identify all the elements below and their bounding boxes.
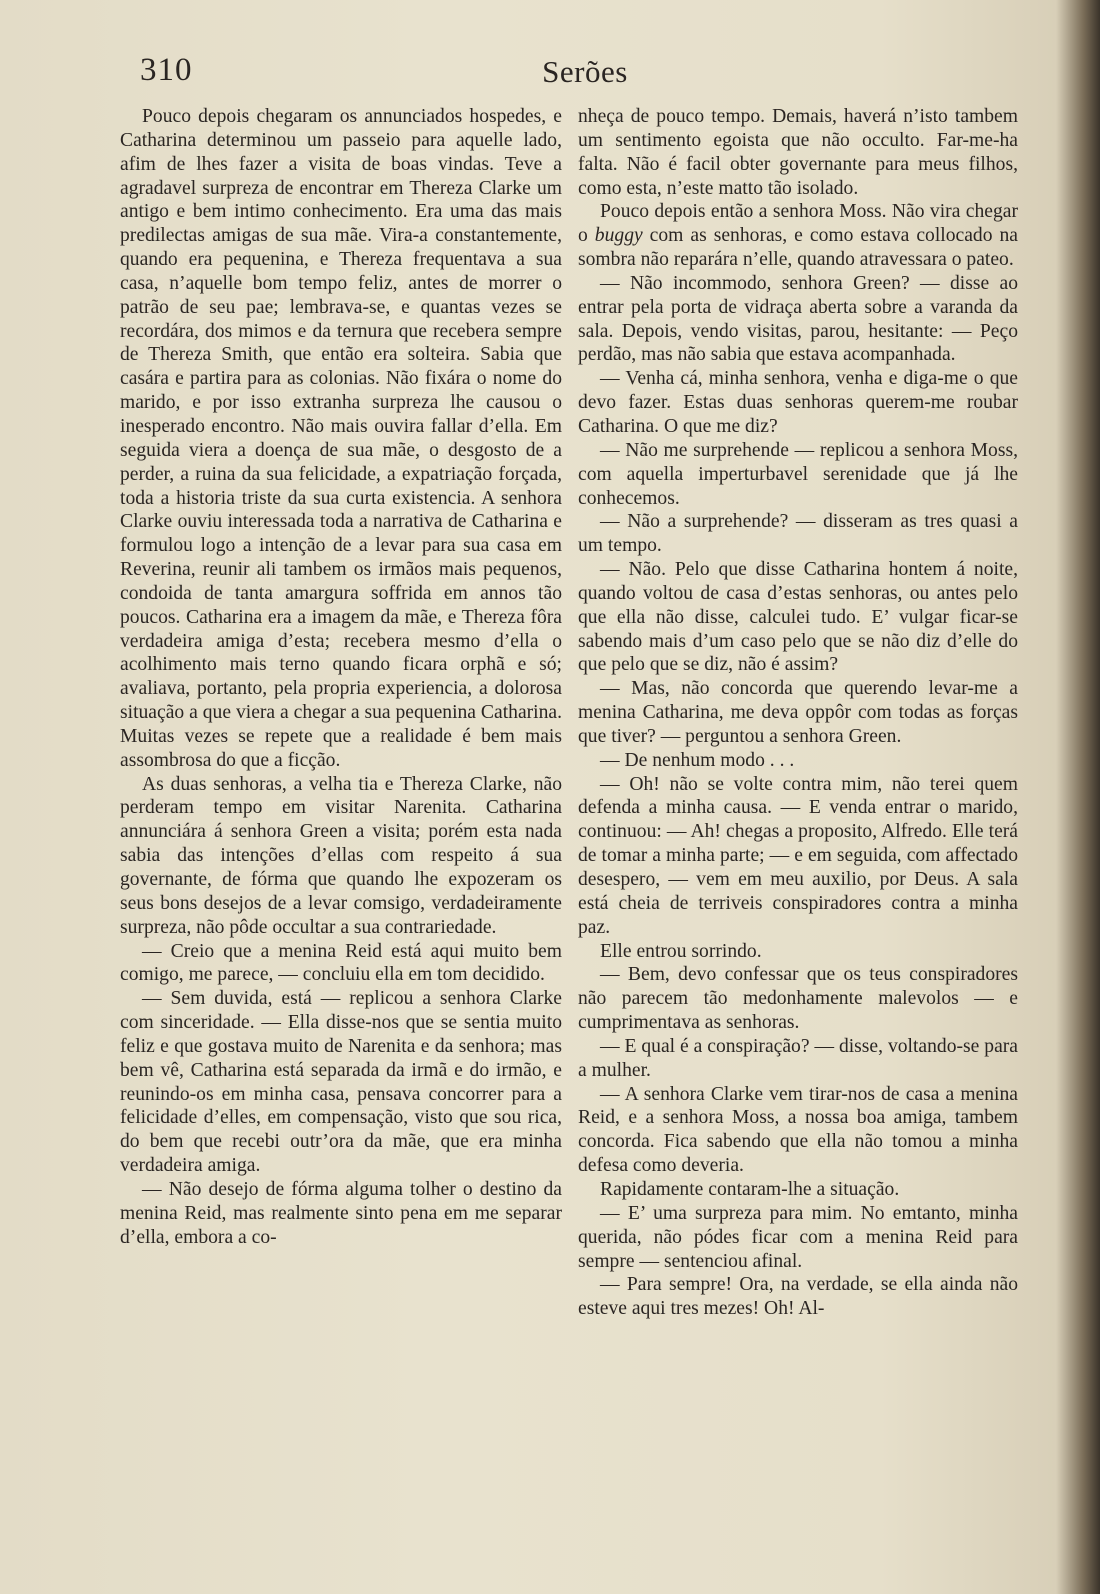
paragraph: — E’ uma surpreza para mim. No emtanto, minha querida, não pódes ficar com a menina Reid para sempre — sentenciou afinal. [578,1202,1018,1272]
paragraph: — Não me surprehende — replicou a senhora Moss, com aquella imperturbavel serenidade que já lhe conhecemos. [578,439,1018,509]
paragraph: — Para sempre! Ora, na verdade, se ella ainda não esteve aqui tres mezes! Oh! Al- [578,1274,1018,1320]
paragraph: — De nenhum modo . . . [600,749,795,771]
page-number: 310 [140,52,193,88]
paragraph: — Bem, devo confessar que os teus conspiradores não parecem tão medonhamente malevolos — e cumprimentava as senhoras. [578,964,1018,1034]
paragraph: — Mas, não concorda que querendo levar-me a menina Catharina, me deva oppôr com todas as forças que tiver? — perguntou a senhora Green. [578,678,1018,747]
running-title: Serões [542,54,628,89]
paragraph: — A senhora Clarke vem tirar-nos de casa a menina Reid, e a senhora Moss, a nossa boa amiga, tambem concorda. Fica sabendo que ella não tomou a minha defesa como deveria. [578,1083,1018,1177]
paragraph: — Creio que a menina Reid está aqui muito bem comigo, me parece, — concluiu ella em tom decidido. [120,940,562,986]
paragraph: Rapidamente contaram-lhe a situação. [600,1178,900,1200]
paragraph: — Não a surprehende? — disseram as tres quasi a um tempo. [578,511,1018,557]
paragraph: Pouco depois então a senhora Moss. Não vira chegar o buggy com as senhoras, e como estava collocado na sombra não reparára n’elle, quando atravessara o pateo. [578,201,1018,271]
italic-word: buggy [594,225,643,247]
paragraph: — Não desejo de fórma alguma tolher o destino da menina Reid, mas realmente sinto pena em me separar d’ella, embora a co- [120,1178,562,1248]
paragraph: — Oh! não se volte contra mim, não terei quem defenda a minha causa. — E venda entrar o marido, continuou: — Ah! chegas a proposito, Alfredo. Elle terá de tomar a minha parte; — e em seguida, com affectado desespero, — vem em meu auxilio, por Deus. A sala está cheia de terriveis conspiradores contra a minha paz. [578,773,1018,938]
paragraph: — Não incommodo, senhora Green? — disse ao entrar pela porta de vidraça aberta sobre a varanda da sala. Depois, vendo visitas, parou, hesitante: — Peço perdão, mas não sabia que estava acompanhada. [578,272,1018,366]
paragraph: — Venha cá, minha senhora, venha e diga-me o que devo fazer. Estas duas senhoras querem-me roubar Catharina. O que me diz? [578,368,1018,437]
paragraph: — Não. Pelo que disse Catharina hontem á noite, quando voltou de casa d’estas senhoras, ou antes pelo que ella não disse, calculei tudo. E’ vulgar ficar-se sabendo mais d’um caso pelo que se não diz d’elle do que pelo que se diz, não é assim? [578,559,1018,676]
paragraph-continued: nheça de pouco tempo. Demais, haverá n’isto tambem um sentimento egoista que não occulto. Far-me-ha falta. Não é facil obter governante para meus filhos, como esta, n’este matto tão isolado. [578,106,1018,199]
paragraph: — E qual é a conspiração? — disse, voltando-se para a mulher. [578,1035,1018,1081]
paragraph: As duas senhoras, a velha tia e Thereza Clarke, não perderam tempo em visitar Narenita. Catharina annunciára á senhora Green a visita; porém esta nada sabia das intenções d’ellas com respeito á sua governante, de fórma que quando lhe expozeram os seus bons desejos de a levar comsigo, verdadeiramente surpreza, não pôde occultar a sua contrariedade. [120,773,562,938]
right-column [578,105,1018,1321]
page-header [0,52,1100,102]
paragraph: Elle entrou sorrindo. [600,940,762,962]
left-column [120,105,562,1250]
paragraph: Pouco depois chegaram os annunciados hospedes, e Catharina determinou um passeio para aquelle lado, afim de lhes fazer a visita de boas vindas. Teve a agradavel surpreza de encontrar em Thereza Clarke um antigo e bem intimo conhecimento. Era uma das mais predilectas amigas de sua mãe. Vira-a constantemente, quando era pequenina, e Thereza frequentava a sua casa, n’aquelle bom tempo feliz, antes de morrer o patrão de seu pae; lembrava-se, e quantas vezes se recordára, dos mimos e da ternura que recebera sempre de Thereza Smith, que então era solteira. Sabia que casára e partira para as colonias. Não fixára o nome do marido, e por isso extranha surpreza lhe causou o inesperado encontro. Não mais ouvira fallar d’ella. Em seguida viera a doença de sua mãe, o desgosto de a perder, a ruina da sua felicidade, a expatriação forçada, toda a historia triste da sua curta existencia. A senhora Clarke ouviu interessada toda a narrativa de Catharina e formulou logo a intenção de a levar para sua casa em Reverina, reunir ali tambem os irmãos mais pequenos, condoida de tanta amargura soffrida em annos tão poucos. Catharina era a imagem da mãe, e Thereza fôra verdadeira amiga d’esta; recebera mesmo d’ella o acolhimento mais terno quando ficara orphã e só; avaliava, portanto, pela propria experiencia, a dolorosa situação a que viera a chegar a sua pequenina Catharina. Muitas vezes se repete que a realidade é bem mais assombrosa do que a ficção. [120,106,562,771]
paragraph: — Sem duvida, está — replicou a senhora Clarke com sinceridade. — Ella disse-nos que se sentia muito feliz e que gostava muito de Narenita e da senhora; mas bem vê, Catharina está separada da irmã e do irmão, e reunindo-os em minha casa, pensava concorrer para a felicidade d’elles, em compensação, visto que sou rica, do bem que recebi outr’ora da mãe, que era minha verdadeira amiga. [120,988,562,1177]
